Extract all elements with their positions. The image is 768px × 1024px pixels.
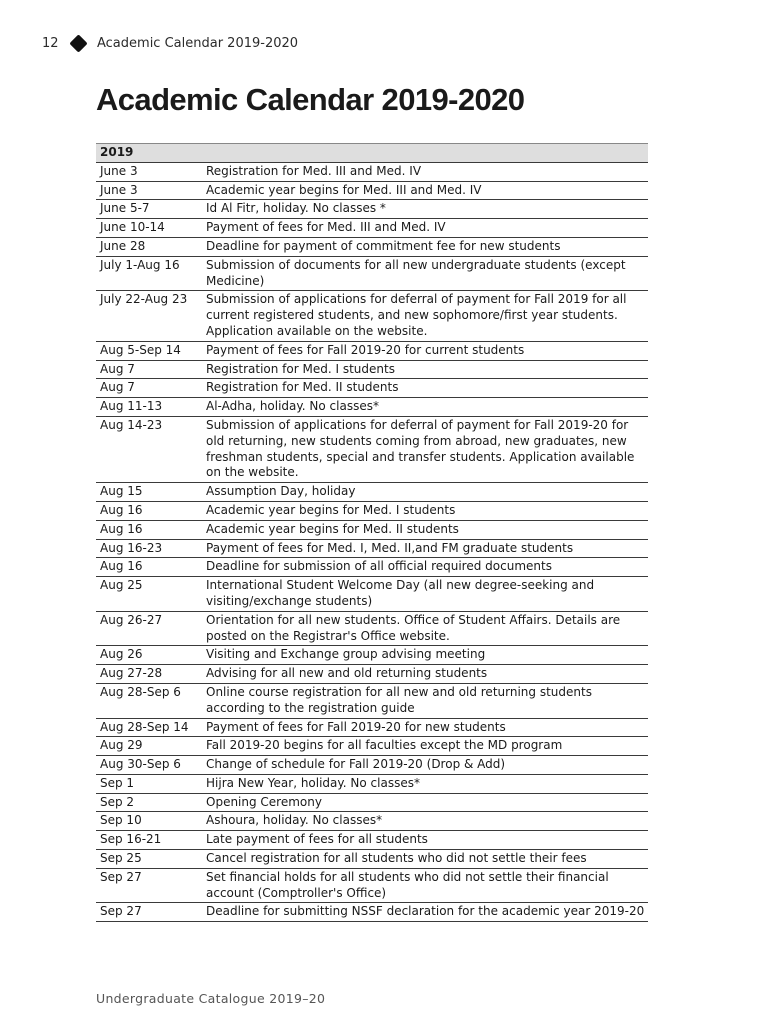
- table-row: [96, 793, 648, 812]
- event-date: Aug 16: [96, 520, 202, 539]
- event-date: Sep 10: [96, 812, 202, 831]
- event-date: Aug 16: [96, 558, 202, 577]
- event-date: Aug 16: [96, 501, 202, 520]
- table-row: [96, 812, 648, 831]
- table-row: [96, 162, 648, 181]
- table-row: [96, 181, 648, 200]
- event-description: Academic year begins for Med. I students: [202, 501, 648, 520]
- event-date: Aug 27-28: [96, 665, 202, 684]
- year-header-row: [96, 144, 648, 163]
- event-description: Submission of applications for deferral of payment for Fall 2019-20 for old returning, new students coming from abroad, new graduates, new freshman students, special and transfer students. Application available on the website.: [202, 416, 648, 482]
- event-date: Sep 16-21: [96, 831, 202, 850]
- table-row: [96, 756, 648, 775]
- event-date: Aug 14-23: [96, 416, 202, 482]
- event-date: Aug 29: [96, 737, 202, 756]
- event-date: July 22-Aug 23: [96, 291, 202, 341]
- event-description: Advising for all new and old returning students: [202, 665, 648, 684]
- event-description: Visiting and Exchange group advising meeting: [202, 646, 648, 665]
- event-description: Change of schedule for Fall 2019-20 (Drop & Add): [202, 756, 648, 775]
- event-date: June 3: [96, 181, 202, 200]
- event-description: Orientation for all new students. Office of Student Affairs. Details are posted on the Registrar's Office website.: [202, 611, 648, 646]
- table-row: [96, 360, 648, 379]
- table-row: [96, 539, 648, 558]
- event-description: Deadline for submission of all official required documents: [202, 558, 648, 577]
- event-description: Opening Ceremony: [202, 793, 648, 812]
- table-row: [96, 611, 648, 646]
- event-description: Al-Adha, holiday. No classes*: [202, 398, 648, 417]
- event-description: Submission of applications for deferral of payment for Fall 2019 for all current registered students, and new sophomore/first year students. Application available on the website.: [202, 291, 648, 341]
- table-row: [96, 831, 648, 850]
- running-header: [42, 36, 298, 51]
- event-description: Id Al Fitr, holiday. No classes *: [202, 200, 648, 219]
- table-row: [96, 237, 648, 256]
- event-date: Aug 7: [96, 379, 202, 398]
- table-row: [96, 200, 648, 219]
- table-row: [96, 683, 648, 718]
- event-date: Aug 26-27: [96, 611, 202, 646]
- event-description: Payment of fees for Med. III and Med. IV: [202, 219, 648, 238]
- table-row: [96, 398, 648, 417]
- event-description: Set financial holds for all students who did not settle their financial account (Comptroller's Office): [202, 868, 648, 903]
- event-description: Deadline for payment of commitment fee for new students: [202, 237, 648, 256]
- event-description: Submission of documents for all new undergraduate students (except Medicine): [202, 256, 648, 291]
- page-title: Academic Calendar 2019-2020: [96, 82, 525, 117]
- table-row: [96, 774, 648, 793]
- event-date: June 5-7: [96, 200, 202, 219]
- event-date: July 1-Aug 16: [96, 256, 202, 291]
- event-description: Payment of fees for Med. I, Med. II,and FM graduate students: [202, 539, 648, 558]
- event-description: Registration for Med. I students: [202, 360, 648, 379]
- event-description: Registration for Med. III and Med. IV: [202, 162, 648, 181]
- event-date: Sep 25: [96, 850, 202, 869]
- event-description: Late payment of fees for all students: [202, 831, 648, 850]
- event-date: June 10-14: [96, 219, 202, 238]
- event-date: June 28: [96, 237, 202, 256]
- event-date: Aug 28-Sep 6: [96, 683, 202, 718]
- table-row: [96, 558, 648, 577]
- event-date: Aug 25: [96, 577, 202, 612]
- event-date: Sep 27: [96, 903, 202, 922]
- year-label: 2019: [96, 144, 648, 163]
- table-row: [96, 416, 648, 482]
- table-row: [96, 501, 648, 520]
- event-date: Sep 2: [96, 793, 202, 812]
- event-date: June 3: [96, 162, 202, 181]
- event-description: Payment of fees for Fall 2019-20 for new students: [202, 718, 648, 737]
- diamond-icon: [69, 34, 87, 52]
- table-row: [96, 718, 648, 737]
- table-row: [96, 903, 648, 922]
- table-row: [96, 219, 648, 238]
- event-description: Online course registration for all new and old returning students according to the registration guide: [202, 683, 648, 718]
- table-row: [96, 341, 648, 360]
- table-row: [96, 256, 648, 291]
- calendar-table: [96, 143, 648, 922]
- event-description: Cancel registration for all students who did not settle their fees: [202, 850, 648, 869]
- event-description: Hijra New Year, holiday. No classes*: [202, 774, 648, 793]
- event-description: Payment of fees for Fall 2019-20 for current students: [202, 341, 648, 360]
- table-row: [96, 379, 648, 398]
- page-footer: Undergraduate Catalogue 2019–20: [96, 991, 326, 1006]
- table-row: [96, 291, 648, 341]
- event-description: Ashoura, holiday. No classes*: [202, 812, 648, 831]
- event-description: International Student Welcome Day (all new degree-seeking and visiting/exchange students): [202, 577, 648, 612]
- page-number: 12: [42, 36, 59, 51]
- event-date: Aug 28-Sep 14: [96, 718, 202, 737]
- table-row: [96, 850, 648, 869]
- table-row: [96, 577, 648, 612]
- running-title: Academic Calendar 2019-2020: [97, 36, 299, 51]
- event-date: Sep 1: [96, 774, 202, 793]
- event-description: Academic year begins for Med. III and Med. IV: [202, 181, 648, 200]
- event-date: Aug 11-13: [96, 398, 202, 417]
- table-row: [96, 646, 648, 665]
- table-row: [96, 737, 648, 756]
- event-date: Aug 5-Sep 14: [96, 341, 202, 360]
- event-date: Aug 26: [96, 646, 202, 665]
- event-description: Assumption Day, holiday: [202, 483, 648, 502]
- event-description: Fall 2019-20 begins for all faculties except the MD program: [202, 737, 648, 756]
- event-date: Sep 27: [96, 868, 202, 903]
- event-date: Aug 7: [96, 360, 202, 379]
- table-row: [96, 483, 648, 502]
- event-date: Aug 30-Sep 6: [96, 756, 202, 775]
- event-description: Registration for Med. II students: [202, 379, 648, 398]
- table-row: [96, 868, 648, 903]
- event-description: Deadline for submitting NSSF declaration for the academic year 2019-20: [202, 903, 648, 922]
- table-row: [96, 665, 648, 684]
- event-date: Aug 15: [96, 483, 202, 502]
- table-row: [96, 520, 648, 539]
- event-description: Academic year begins for Med. II students: [202, 520, 648, 539]
- event-date: Aug 16-23: [96, 539, 202, 558]
